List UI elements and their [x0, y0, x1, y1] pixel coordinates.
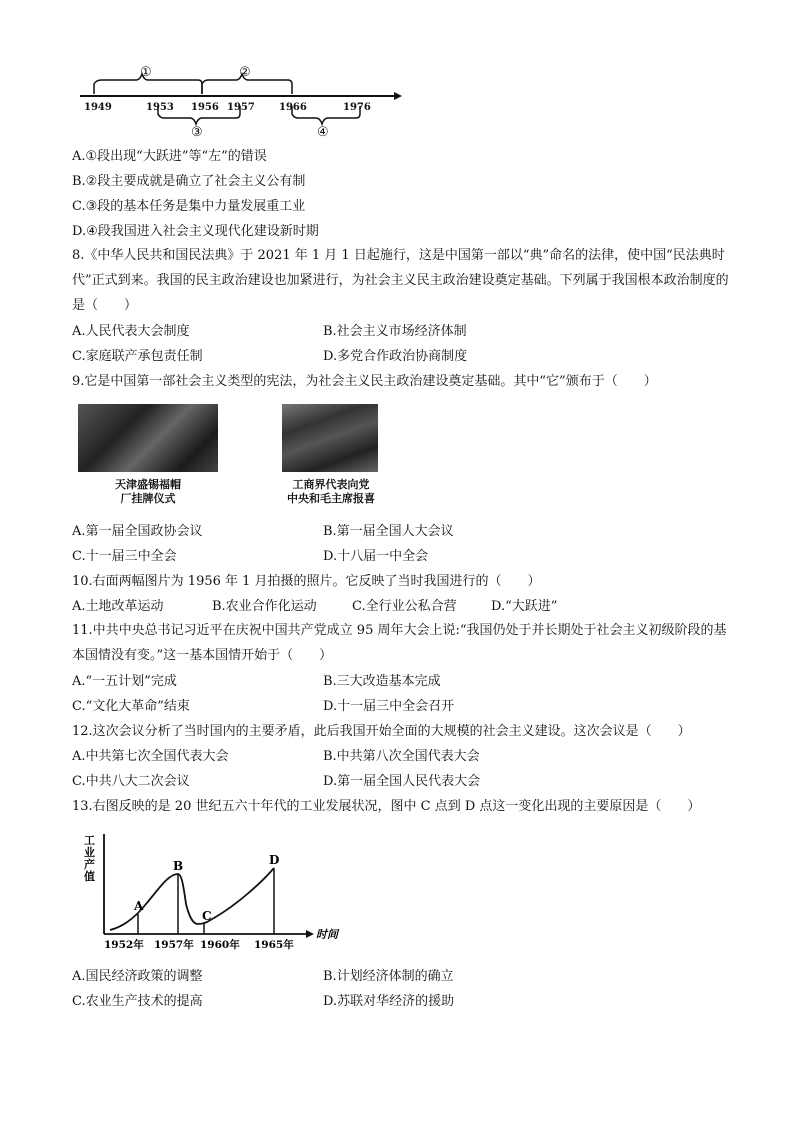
- y-axis-label: 工业产值: [84, 834, 95, 883]
- timeline-year-1949: 1949: [84, 102, 112, 113]
- x-tick-label: 1957年: [154, 939, 194, 951]
- q11-option-d: D.十一届三中全会召开: [323, 699, 455, 714]
- point-label-d: D: [269, 853, 280, 867]
- timeline-year-1953: 1953: [146, 102, 174, 113]
- timeline-segment-4: ④: [317, 125, 329, 140]
- x-tick-label: 1960年: [200, 939, 240, 951]
- q10-option-b: B.农业合作化运动: [212, 599, 317, 614]
- q10-option-a: A.土地改革运动: [72, 599, 164, 614]
- q8-option-c: C.家庭联产承包责任制: [72, 349, 203, 364]
- q11-option-b: B.三大改造基本完成: [323, 674, 441, 689]
- timeline-year-1966: 1966: [279, 102, 307, 113]
- q10-stem: 10.右面两幅图片为 1956 年 1 月拍摄的照片。它反映了当时我国进行的（ ）: [72, 574, 541, 589]
- timeline-figure: [76, 62, 406, 142]
- photo-hat-factory: [78, 404, 218, 472]
- q13-option-a: A.国民经济政策的调整: [72, 969, 203, 984]
- photo-business-caption-line1: 工商界代表向党: [292, 478, 370, 491]
- x-axis-label: 时间: [316, 928, 338, 941]
- q9-option-c: C.十一届三中全会: [72, 549, 177, 564]
- q9-option-a: A.第一届全国政协会议: [72, 524, 203, 539]
- photo-hat-factory-caption: [78, 478, 218, 506]
- q9-option-d: D.十八届一中全会: [323, 549, 429, 564]
- x-tick-label: 1965年: [254, 939, 294, 951]
- q9-option-b: B.第一届全国人大会议: [323, 524, 454, 539]
- point-label-a: A: [134, 899, 144, 913]
- photo-business-caption: [262, 478, 400, 506]
- photo-business-caption-line2: 中央和毛主席报喜: [287, 492, 375, 505]
- q12-option-c: C.中共八大二次会议: [72, 774, 190, 789]
- q10-option-d: D.“大跃进”: [491, 599, 558, 614]
- photo-business-representatives: [282, 404, 378, 472]
- timeline-segment-1: ①: [140, 65, 152, 80]
- q12-option-d: D.第一届全国人民代表大会: [323, 774, 481, 789]
- q9-stem: 9.它是中国第一部社会主义类型的宪法，为社会主义民主政治建设奠定基础。其中“它”颁布于（ ）: [72, 374, 657, 389]
- timeline-segment-2: ②: [239, 65, 251, 80]
- q11-option-c: C.“文化大革命”结束: [72, 699, 190, 714]
- q7-option-a: A.①段出现“大跃进”等“左”的错误: [72, 149, 267, 164]
- q12-option-a: A.中共第七次全国代表大会: [72, 749, 229, 764]
- q8-option-a: A.人民代表大会制度: [72, 324, 190, 339]
- q12-stem: 12.这次会议分析了当时国内的主要矛盾，此后我国开始全面的大规模的社会主义建设。这次会议是（ ）: [72, 724, 691, 739]
- q10-option-c: C.全行业公私合营: [352, 599, 457, 614]
- q11-option-a: A.“一五计划”完成: [72, 674, 177, 689]
- point-label-b: B: [173, 859, 184, 873]
- q7-option-c: C.③段的基本任务是集中力量发展重工业: [72, 199, 306, 214]
- x-tick-label: 1952年: [104, 939, 144, 951]
- q13-option-d: D.苏联对华经济的援助: [323, 994, 455, 1009]
- q7-option-d: D.④段我国进入社会主义现代化建设新时期: [72, 224, 319, 239]
- point-label-c: C: [202, 909, 212, 923]
- x-axis-arrow: [306, 930, 314, 938]
- q8-option-b: B.社会主义市场经济体制: [323, 324, 467, 339]
- photo-hat-factory-caption-line1: 天津盛锡福帽: [115, 478, 181, 491]
- q12-option-b: B.中共第八次全国代表大会: [323, 749, 480, 764]
- photo-hat-factory-caption-line2: 厂挂牌仪式: [120, 492, 176, 505]
- q13-option-b: B.计划经济体制的确立: [323, 969, 454, 984]
- q13-option-c: C.农业生产技术的提高: [72, 994, 203, 1009]
- industrial-output-chart: [78, 830, 348, 952]
- q13-stem: 13.右图反映的是 20 世纪五六十年代的工业发展状况，图中 C 点到 D 点这一变化出现的主要原因是（ ）: [72, 799, 701, 814]
- q11-stem: 11.中共中央总书记习近平在庆祝中国共产党成立 95 周年大会上说:“我国仍处于并长期处于社会主义初级阶段的基本国情没有变。”这一基本国情开始于（ ）: [72, 623, 727, 663]
- timeline-year-1956: 1956: [191, 102, 219, 113]
- timeline-year-1957: 1957: [227, 102, 255, 113]
- q7-option-b: B.②段主要成就是确立了社会主义公有制: [72, 174, 306, 189]
- timeline-year-1976: 1976: [343, 102, 371, 113]
- timeline-segment-3: ③: [191, 125, 203, 140]
- q8-option-d: D.多党合作政治协商制度: [323, 349, 468, 364]
- q8-stem: 8.《中华人民共和国民法典》于 2021 年 1 月 1 日起施行，这是中国第一部以“典”命名的法律，使中国“民法典时代”正式到来。我国的民主政治建设也加紧进行，为社会主义民主政治建设奠定基础。下列属于我国根本政治制度的是（ ）: [72, 248, 729, 313]
